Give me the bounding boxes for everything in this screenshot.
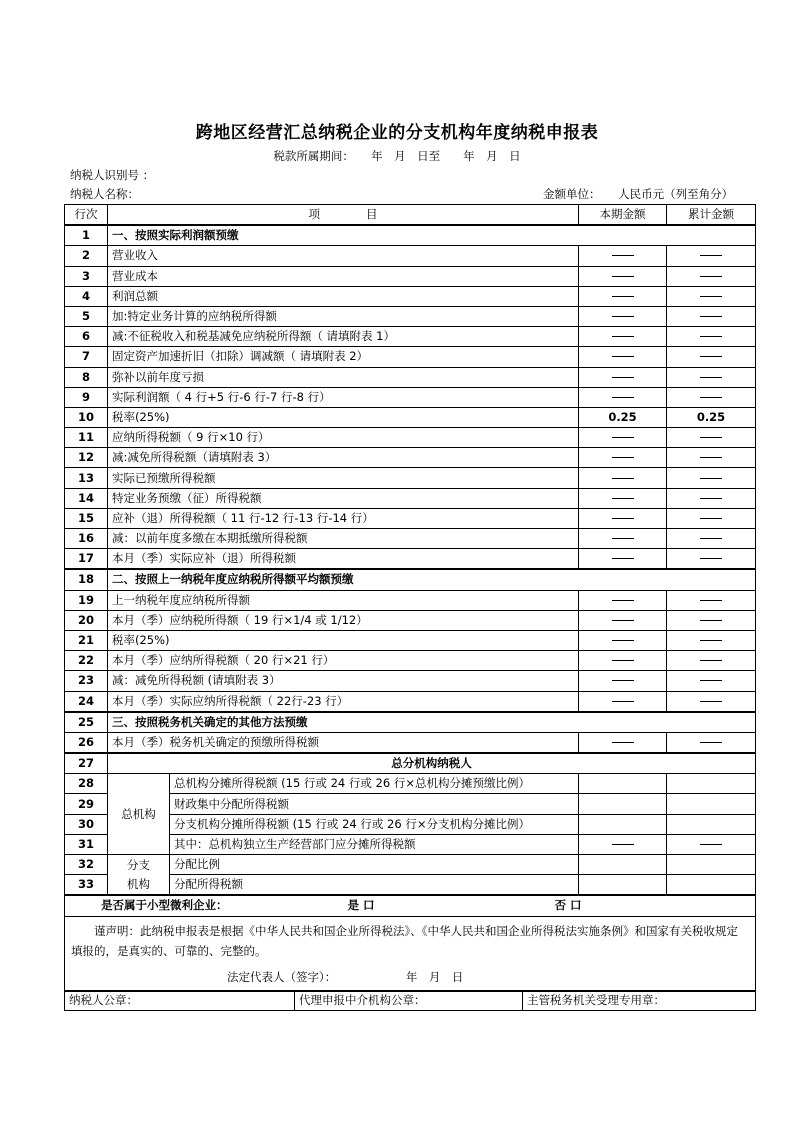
table-row <box>65 428 756 448</box>
cumulative-amount-cell[interactable] <box>667 488 756 508</box>
row-number: 8 <box>65 367 108 387</box>
current-amount-cell[interactable] <box>579 794 667 814</box>
current-amount-cell[interactable] <box>579 508 667 528</box>
row-number: 4 <box>65 286 108 306</box>
row-number: 9 <box>65 387 108 407</box>
cumulative-amount-cell[interactable] <box>667 651 756 671</box>
row-item: 减:不征税收入和税基减免应纳税所得额（ 请填附表 1） <box>108 327 579 347</box>
row-number: 30 <box>65 814 108 834</box>
row-number: 17 <box>65 549 108 570</box>
row-number: 29 <box>65 794 108 814</box>
row-item: 本月（季）实际应纳所得税额（ 22行-23 行） <box>108 691 579 712</box>
row-number: 13 <box>65 468 108 488</box>
col-header-item: 项 目 <box>108 205 579 226</box>
col-header-current: 本期金额 <box>579 205 667 226</box>
current-amount-cell[interactable] <box>579 448 667 468</box>
table-row <box>65 630 756 650</box>
cumulative-amount-cell[interactable] <box>667 691 756 712</box>
section-heading: 二、按照上一纳税年度应纳税所得额平均额预缴 <box>108 569 756 590</box>
row-item: 特定业务预缴（征）所得税额 <box>108 488 579 508</box>
declaration-table <box>64 204 756 992</box>
current-amount-cell[interactable] <box>579 246 667 266</box>
legal-rep-signature-label: 法定代表人（签字）： <box>227 969 337 984</box>
row-number: 2 <box>65 246 108 266</box>
current-amount-cell[interactable] <box>579 855 667 875</box>
current-amount-cell[interactable] <box>579 651 667 671</box>
cumulative-amount-cell[interactable] <box>667 732 756 753</box>
cumulative-amount-cell[interactable] <box>667 529 756 549</box>
current-amount-cell[interactable] <box>579 327 667 347</box>
table-row <box>65 651 756 671</box>
current-amount-cell[interactable] <box>579 266 667 286</box>
stamp-row <box>65 991 756 1011</box>
current-amount-cell[interactable] <box>579 367 667 387</box>
row-item: 固定资产加速折旧（扣除）调减额（ 请填附表 2） <box>108 347 579 367</box>
col-header-cumulative: 累计金额 <box>667 205 756 226</box>
row-number: 10 <box>65 407 108 427</box>
cumulative-amount-cell[interactable] <box>667 306 756 326</box>
form-title: 跨地区经营汇总纳税企业的分支机构年度纳税申报表 <box>195 123 599 143</box>
taxpayer-id-label: 纳税人识别号 ： <box>70 168 155 182</box>
row-number: 27 <box>65 753 108 774</box>
row-item: 分支机构分摊所得税额 (15 行或 24 行或 26 行×分支机构分摊比例） <box>170 814 579 834</box>
current-amount-cell[interactable] <box>579 468 667 488</box>
tax-period: 税款所属期间： 年 月 日至 年 月 日 <box>273 149 521 163</box>
row-number: 31 <box>65 834 108 854</box>
row-item: 其中：总机构独立生产经营部门应分摊所得税额 <box>170 834 579 854</box>
current-amount-cell[interactable] <box>579 671 667 691</box>
cumulative-amount-cell[interactable] <box>667 387 756 407</box>
row-number: 21 <box>65 630 108 650</box>
row-item: 税率(25%) <box>108 407 579 427</box>
current-amount-cell[interactable] <box>579 630 667 650</box>
small-enterprise-row <box>65 895 756 916</box>
small-enterprise-label: 是否属于小型微利企业： <box>101 898 228 913</box>
row-number: 14 <box>65 488 108 508</box>
table-row <box>65 407 756 427</box>
amount-unit-label: 金额单位： <box>543 187 601 201</box>
row-item: 本月（季）税务机关确定的预缴所得税额 <box>108 732 579 753</box>
table-row <box>65 387 756 407</box>
row-item: 分配所得税额 <box>170 875 579 896</box>
table-row <box>65 590 756 610</box>
row-item: 实际已预缴所得税额 <box>108 468 579 488</box>
row-item: 本月（季）应纳所得税额（ 20 行×21 行） <box>108 651 579 671</box>
table-row <box>65 855 756 875</box>
row-item: 上一纳税年度应纳税所得额 <box>108 590 579 610</box>
small-enterprise-yes-checkbox[interactable]: 是 口 <box>347 898 375 913</box>
row-item: 加:特定业务计算的应纳税所得额 <box>108 306 579 326</box>
row-item: 利润总额 <box>108 286 579 306</box>
table-row <box>65 367 756 387</box>
current-amount-cell[interactable] <box>579 774 667 794</box>
row-number: 22 <box>65 651 108 671</box>
row-item: 财政集中分配所得税额 <box>170 794 579 814</box>
branch-group-label <box>108 855 170 896</box>
table-row <box>65 569 756 590</box>
row-number: 16 <box>65 529 108 549</box>
signature-line <box>71 967 749 987</box>
small-enterprise-cell <box>65 895 756 916</box>
cumulative-amount-cell[interactable] <box>667 774 756 794</box>
table-row <box>65 266 756 286</box>
table-row <box>65 468 756 488</box>
table-row <box>65 671 756 691</box>
declaration-text: 谨声明：此纳税申报表是根据《中华人民共和国企业所得税法》、《中华人民共和国企业所得税法实施条例》和国家有关税收规定填报的，是真实的、可靠的、完整的。 <box>71 923 738 958</box>
row-item: 减：减免所得税额 (请填附表 3） <box>108 671 579 691</box>
table-row <box>65 691 756 712</box>
current-amount-cell[interactable] <box>579 347 667 367</box>
row-item: 总机构分摊所得税额 (15 行或 24 行或 26 行×总机构分摊预缴比例） <box>170 774 579 794</box>
table-row <box>65 306 756 326</box>
cumulative-amount-cell: 0.25 <box>667 407 756 427</box>
table-row <box>65 529 756 549</box>
current-amount-cell[interactable] <box>579 306 667 326</box>
tax-authority-stamp-label: 主管税务机关受理专用章： <box>523 991 756 1011</box>
current-amount-cell[interactable] <box>579 286 667 306</box>
current-amount-cell[interactable] <box>579 875 667 896</box>
row-number: 15 <box>65 508 108 528</box>
current-amount-cell[interactable] <box>579 529 667 549</box>
row-item: 营业收入 <box>108 246 579 266</box>
row-number: 12 <box>65 448 108 468</box>
cumulative-amount-cell[interactable] <box>667 630 756 650</box>
table-row <box>65 774 756 794</box>
amount-unit-value: 人民币元（列至角分） <box>618 187 734 201</box>
row-number: 5 <box>65 306 108 326</box>
row-number: 26 <box>65 732 108 753</box>
row-item: 税率(25%) <box>108 630 579 650</box>
section-heading: 三、按照税务机关确定的其他方法预缴 <box>108 712 756 733</box>
cumulative-amount-cell[interactable] <box>667 671 756 691</box>
signature-date: 年 月 日 <box>405 969 464 984</box>
row-number: 3 <box>65 266 108 286</box>
cumulative-amount-cell[interactable] <box>667 468 756 488</box>
row-item: 本月（季）实际应补（退）所得税额 <box>108 549 579 570</box>
row-item: 减：以前年度多缴在本期抵缴所得税额 <box>108 529 579 549</box>
row-number: 1 <box>65 225 108 246</box>
row-number: 19 <box>65 590 108 610</box>
cumulative-amount-cell[interactable] <box>667 875 756 896</box>
row-item: 分配比例 <box>170 855 579 875</box>
row-item: 营业成本 <box>108 266 579 286</box>
row-number: 18 <box>65 569 108 590</box>
cumulative-amount-cell[interactable] <box>667 610 756 630</box>
cumulative-amount-cell[interactable] <box>667 428 756 448</box>
row-number: 32 <box>65 855 108 875</box>
current-amount-cell[interactable] <box>579 732 667 753</box>
cumulative-amount-cell[interactable] <box>667 508 756 528</box>
current-amount-cell[interactable] <box>579 428 667 448</box>
table-row <box>65 610 756 630</box>
row-item: 本月（季）应纳税所得额（ 19 行×1/4 或 1/12） <box>108 610 579 630</box>
taxpayer-name-label: 纳税人名称： <box>70 187 139 201</box>
col-header-row-no: 行次 <box>65 205 108 226</box>
declaration-row <box>65 916 756 991</box>
current-amount-cell[interactable] <box>579 610 667 630</box>
row-item: 应补（退）所得税额（ 11 行-12 行-13 行-14 行） <box>108 508 579 528</box>
cumulative-amount-cell[interactable] <box>667 855 756 875</box>
current-amount-cell[interactable] <box>579 387 667 407</box>
declaration-cell <box>65 916 756 991</box>
current-amount-cell[interactable] <box>579 814 667 834</box>
row-item: 弥补以前年度亏损 <box>108 367 579 387</box>
table-row <box>65 225 756 246</box>
head-office-group-label: 总机构 <box>108 774 170 855</box>
current-amount-cell[interactable] <box>579 549 667 570</box>
table-row <box>65 327 756 347</box>
current-amount-cell[interactable] <box>579 590 667 610</box>
row-item: 实际利润额（ 4 行+5 行-6 行-7 行-8 行） <box>108 387 579 407</box>
amount-unit <box>543 186 733 202</box>
section-heading: 一、按照实际利润额预缴 <box>108 225 756 246</box>
branch-label-line2: 机构 <box>127 876 150 891</box>
cumulative-amount-cell[interactable] <box>667 246 756 266</box>
table-row <box>65 448 756 468</box>
current-amount-cell[interactable] <box>579 488 667 508</box>
row-number: 11 <box>65 428 108 448</box>
cumulative-amount-cell[interactable] <box>667 286 756 306</box>
cumulative-amount-cell[interactable] <box>667 794 756 814</box>
table-row <box>65 712 756 733</box>
row-item: 应纳所得税额（ 9 行×10 行） <box>108 428 579 448</box>
row-number: 24 <box>65 691 108 712</box>
row-number: 20 <box>65 610 108 630</box>
taxpayer-stamp-label: 纳税人公章： <box>65 991 295 1011</box>
cumulative-amount-cell[interactable] <box>667 549 756 570</box>
current-amount-cell: 0.25 <box>579 407 667 427</box>
row-number: 6 <box>65 327 108 347</box>
small-enterprise-no-checkbox[interactable]: 否 口 <box>554 898 582 913</box>
cumulative-amount-cell[interactable] <box>667 590 756 610</box>
cumulative-amount-cell[interactable] <box>667 347 756 367</box>
header-row <box>65 205 756 226</box>
cumulative-amount-cell[interactable] <box>667 448 756 468</box>
cumulative-amount-cell[interactable] <box>667 367 756 387</box>
row-number: 25 <box>65 712 108 733</box>
row-number: 7 <box>65 347 108 367</box>
table-row <box>65 246 756 266</box>
cumulative-amount-cell[interactable] <box>667 266 756 286</box>
row-number: 23 <box>65 671 108 691</box>
branch-label-line1: 分支 <box>127 857 150 872</box>
table-row <box>65 286 756 306</box>
table-row <box>65 732 756 753</box>
cumulative-amount-cell[interactable] <box>667 834 756 854</box>
table-row <box>65 347 756 367</box>
row-item: 减:减免所得税额（请填附表 3） <box>108 448 579 468</box>
current-amount-cell[interactable] <box>579 834 667 854</box>
row-number: 33 <box>65 875 108 896</box>
stamp-table <box>64 990 756 1011</box>
cumulative-amount-cell[interactable] <box>667 327 756 347</box>
table-row <box>65 508 756 528</box>
cumulative-amount-cell[interactable] <box>667 814 756 834</box>
current-amount-cell[interactable] <box>579 691 667 712</box>
row-number: 28 <box>65 774 108 794</box>
table-row <box>65 549 756 570</box>
agent-stamp-label: 代理申报中介机构公章： <box>295 991 523 1011</box>
section-heading: 总分机构纳税人 <box>108 753 756 774</box>
table-row <box>65 488 756 508</box>
table-row <box>65 753 756 774</box>
